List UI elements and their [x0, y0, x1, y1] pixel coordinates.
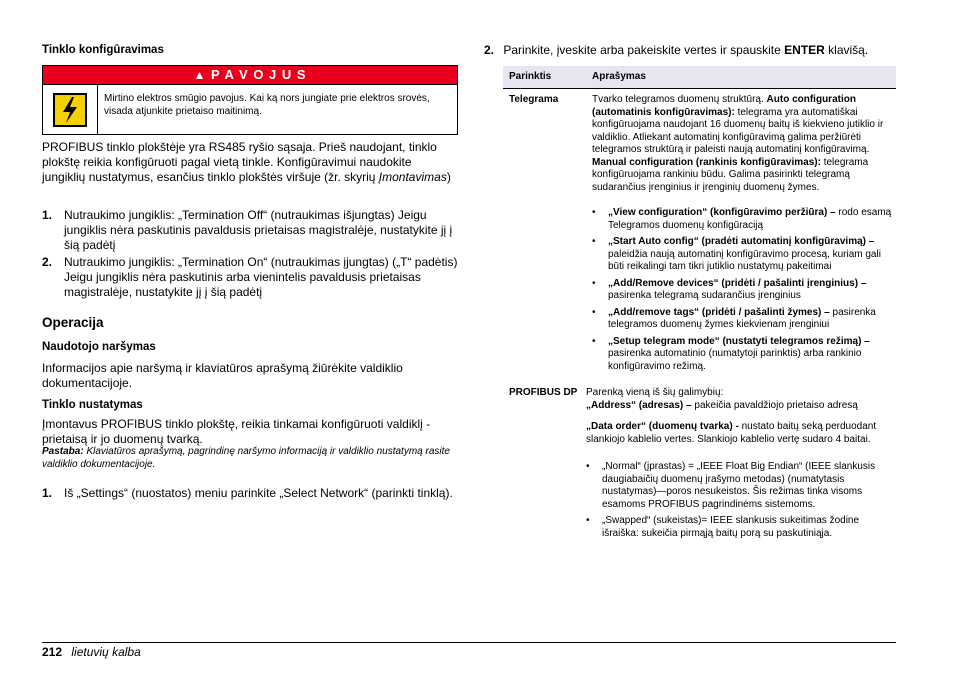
list-item: • „View configuration“ (konfigūravimo peržiūra) – rodo esamą Telegramos duomenų konfigūraciją	[592, 207, 896, 232]
list-item: • „Swapped“ (sukeistas)= IEEE slankusis sukeitimas žodine išraiška: sukeičia pirmąją baitų porą su paskutiniąja.	[586, 515, 890, 540]
step-2: 2. Nutraukimo jungiklis: „Termination On“ (nutraukimas įjungtas) („T“ padėtis) Jeigu jungiklis nėra paskutinis arba vienintelis pavaldusis prietaisas magistralėje, nustatykite jį į šią padėtį	[42, 255, 458, 299]
data-order-list	[586, 461, 890, 540]
list-item: • „Normal“ (įprastas) = „IEEE Float Big Endian“ (IEEE slankusis daugiabaičių duomenų įrašymo metodas) (numatytasis nustatymas)—poros nesukeistos. Šis režimas tinka visoms esamoms PROFIBUS pagrindinėms sistemoms.	[586, 461, 890, 511]
list-item: • „Start Auto config“ (pradėti automatinį konfigūravimą) – paleidžia naują automatinį konfigūravimo procesą, kuriam gali būti reikalingi tam tikri jutiklio nustatymų pakeitimai	[592, 236, 896, 274]
heading-operation: Operacija	[42, 315, 104, 330]
enter-key: ENTER	[784, 43, 825, 57]
footer	[42, 645, 141, 659]
danger-text: Mirtino elektros smūgio pavojus. Kai ką nors jungiate prie elektros srovės, visada atjunkite prietaiso maitinimą.	[104, 93, 430, 117]
page-number: 212	[42, 645, 63, 659]
danger-box	[42, 65, 458, 135]
table-row	[503, 377, 896, 544]
row-description-profibus: Parenką vieną iš šių galimybių: „Address“ (adresas) – pakeičia pavaldžiojo prietaiso adresą „Data order“ (duomenų tvarka) - nustato baitų seką perduodant slankiojo kablelio vertes. Slankiojo kablelio vertę sudaro 4 baitai. • „Normal“ (įprastas) = „IEEE Float Big Endian“ (IEEE slankusis daugiabaičių duomenų įrašymo metodas) (numatytasis nustatymas)—poros nesukeistos. Šis režimas tinka visoms esamoms PROFIBUS pagrindinėms sistemoms. • „Swapped“ (sukeistas)= IEEE slankusis sukeitimas žodine išraiška: sukeičia pirmąją baitų porą su paskutiniąja.	[586, 387, 890, 544]
footer-rule	[42, 642, 896, 643]
list-item: • „Add/Remove devices“ (pridėti / pašalinti įrenginius) – pasirenka telegramą sudarančius įrenginius	[592, 278, 896, 303]
options-table	[503, 66, 896, 544]
step-select-network: 1. Iš „Settings“ (nuostatos) meniu parinkite „Select Network“ (parinkti tinklą).	[42, 486, 453, 500]
heading-settings: Tinklo nustatymas	[42, 399, 143, 411]
list-item: • „Setup telegram mode“ (nustatyti telegramos režimą) – pasirenka automatinio (numatytoji parinktis) arba rankinio konfigūravimo režimą.	[592, 336, 896, 374]
telegram-options-list	[592, 207, 896, 373]
heading-navigation: Naudotojo naršymas	[42, 341, 156, 353]
settings-text: Įmontavus PROFIBUS tinklo plokštę, reikia tinkamai konfigūruoti valdiklį - prietaisą ir jo duomenų tvarką.	[42, 417, 431, 446]
footer-language: lietuvių kalba	[71, 645, 141, 659]
table-row	[503, 89, 896, 377]
danger-header: ▲ P A V O J U S	[43, 66, 457, 84]
navigation-text: Informacijos apie naršymą ir klaviatūros aprašymą žiūrėkite valdiklio dokumentacijoje.	[42, 361, 403, 390]
step-enter: 2. Parinkite, įveskite arba pakeiskite vertes ir spauskite ENTER klavišą.	[484, 43, 869, 57]
step-1: 1. Nutraukimo jungiklis: „Termination Off“ (nutraukimas išjungtas) Jeigu jungiklis nėra paskutinis pavaldusis prietaisas magistralėje, nustatykite jį į šią padėtį	[42, 208, 453, 252]
section-heading-config: Tinklo konfigūravimas	[42, 44, 164, 56]
install-ref-link[interactable]: Įmontavimas	[378, 170, 447, 184]
row-option-profibus: PROFIBUS DP	[509, 387, 578, 398]
warning-triangle-icon: ▲	[193, 68, 207, 82]
note: Pastaba: Klaviatūros aprašymą, pagrindinę naršymo informaciją ir valdiklio nustatymą rasite valdiklio dokumentacijoje.	[42, 446, 450, 470]
row-description-telegram: Tvarko telegramos duomenų struktūrą. Auto configuration (automatinis konfigūravimas): telegrama yra automatiškai konfigūruojama naudojant 16 duomenų baitų iš kiekvieno jutiklio ir valdiklio. Atliekant automatinį konfigūravimą galima peržiūrėti telegramos struktūrą ir paleisti naują automatinį konfigūravimą. Manual configuration (rankinis konfigūravimas): telegrama konfigūruojama rankiniu būdu. Galima pasirinkti telegramą sudarančius įrenginius ir įrenginių duomenų žymes. • „View configuration“ (konfigūravimo peržiūra) – rodo esamą Telegramos duomenų konfigūraciją • „Start Auto config“ (pradėti automatinį konfigūravimą) – paleidžia naują automatinį konfigūravimo procesą, kuriam gali būti reikalingi tam tikri jutiklio nustatymų pakeitimai • „Add/Remove devices“ (pridėti / pašalinti įrenginius) – pasirenka telegramą sudarančius įrenginius • „Add/remove tags“ (pridėti / pašalinti žymes) – pasirenka telegramos duomenų žymes kiekvienam įrenginiui • „Setup telegram mode“ (nustatyti telegramos režimą) – pasirenka automatinio (numatytoji parinktis) arba rankinio konfigūravimo režimą.	[592, 94, 896, 377]
table-header-option: Parinktis	[509, 70, 552, 82]
electric-shock-icon	[43, 85, 98, 135]
intro-paragraph: PROFIBUS tinklo plokštėje yra RS485 ryšio sąsaja. Prieš naudojant, tinklo plokštę reikia konfigūruoti pagal vietą tinkle. Konfigūravimui naudokite jungiklių nustatymus, esančius tinklo plokštės viršuje (žr. skyrių Įmontavimas)	[42, 140, 451, 184]
row-option-telegram: Telegrama	[509, 94, 559, 105]
list-item: • „Add/remove tags“ (pridėti / pašalinti žymes) – pasirenka telegramos duomenų žymes kiekvienam įrenginiui	[592, 307, 896, 332]
table-header	[503, 66, 896, 89]
table-header-description: Aprašymas	[592, 70, 646, 82]
